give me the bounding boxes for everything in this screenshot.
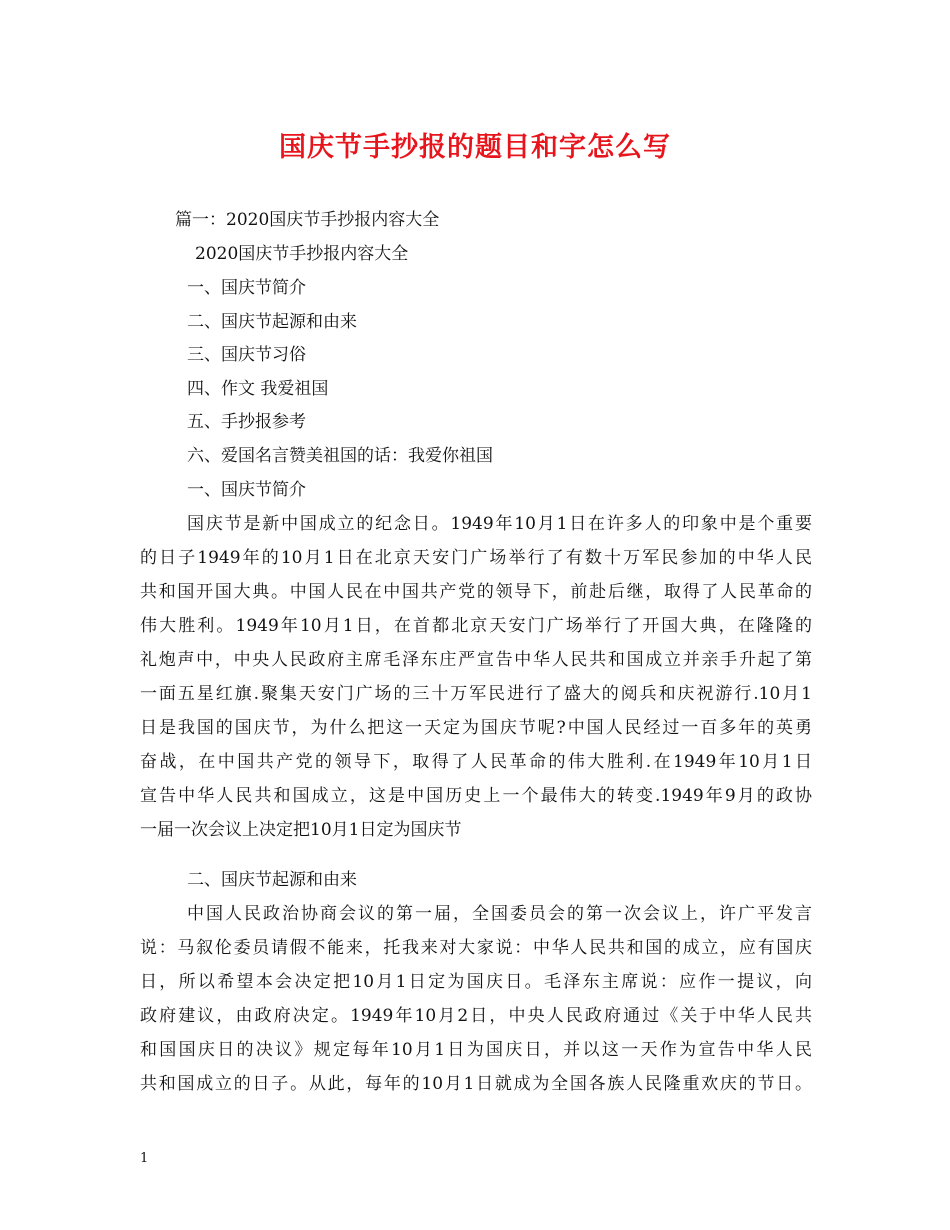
body-paragraph — [140, 897, 812, 1101]
paragraph-line: 共和国开国大典。中国人民在中国共产党的领导下，前赴后继，取得了人民革命的 — [140, 582, 812, 602]
toc-item: 六、爱国名言赞美祖国的话：我爱你祖国 — [187, 446, 493, 466]
toc-item: 五、手抄报参考 — [187, 412, 306, 432]
paragraph-line: 一届一次会议上决定把10月1日定为国庆节 — [140, 820, 462, 840]
paragraph-line: 政府建议，由政府决定。1949年10月2日，中央人民政府通过《关于中华人民共 — [140, 1006, 812, 1026]
paragraph-line: 中国人民政治协商会议的第一届，全国委员会的第一次会议上，许广平发言 — [187, 904, 812, 924]
subtitle: 2020国庆节手抄报内容大全 — [195, 244, 409, 264]
paragraph-line: 的日子1949年的10月1日在北京天安门广场举行了有数十万军民参加的中华人民 — [140, 548, 812, 568]
page-number: 1 — [140, 1151, 149, 1166]
paragraph-line: 一面五星红旗.聚集天安门广场的三十万军民进行了盛大的阅兵和庆祝游行.10月1 — [140, 684, 812, 704]
paragraph-line: 奋战，在中国共产党的领导下，取得了人民革命的伟大胜利.在1949年10月1日 — [140, 752, 812, 772]
paragraph-line: 和国国庆日的决议》规定每年10月1日为国庆日，并以这一天作为宣告中华人民 — [140, 1040, 812, 1060]
section-heading: 二、国庆节起源和由来 — [187, 870, 357, 890]
toc-item: 四、作文 我爱祖国 — [187, 379, 329, 399]
toc-item: 三、国庆节习俗 — [187, 345, 306, 365]
paragraph-line: 宣告中华人民共和国成立，这是中国历史上一个最伟大的转变.1949年9月的政协 — [140, 786, 812, 806]
body-paragraph — [140, 507, 812, 847]
paragraph-line: 礼炮声中，中央人民政府主席毛泽东庄严宣告中华人民共和国成立并亲手升起了第 — [140, 650, 812, 670]
document-title: 国庆节手抄报的题目和字怎么写 — [279, 132, 671, 163]
paragraph-line: 伟大胜利。1949年10月1日，在首都北京天安门广场举行了开国大典，在隆隆的 — [140, 616, 812, 636]
paragraph-line: 共和国成立的日子。从此，每年的10月1日就成为全国各族人民隆重欢庆的节日。 — [140, 1074, 812, 1094]
paragraph-line: 日，所以希望本会决定把10月1日定为国庆日。毛泽东主席说：应作一提议，向 — [140, 972, 812, 992]
section-heading: 一、国庆节简介 — [187, 480, 306, 500]
toc-item: 二、国庆节起源和由来 — [187, 312, 357, 332]
paragraph-line: 说：马叙伦委员请假不能来，托我来对大家说：中华人民共和国的成立，应有国庆 — [140, 938, 812, 958]
section-label: 篇一：2020国庆节手抄报内容大全 — [175, 210, 440, 230]
toc-item: 一、国庆节简介 — [187, 278, 306, 298]
paragraph-line: 国庆节是新中国成立的纪念日。1949年10月1日在许多人的印象中是个重要 — [187, 514, 812, 534]
paragraph-line: 日是我国的国庆节，为什么把这一天定为国庆节呢?中国人民经过一百多年的英勇 — [140, 718, 812, 738]
